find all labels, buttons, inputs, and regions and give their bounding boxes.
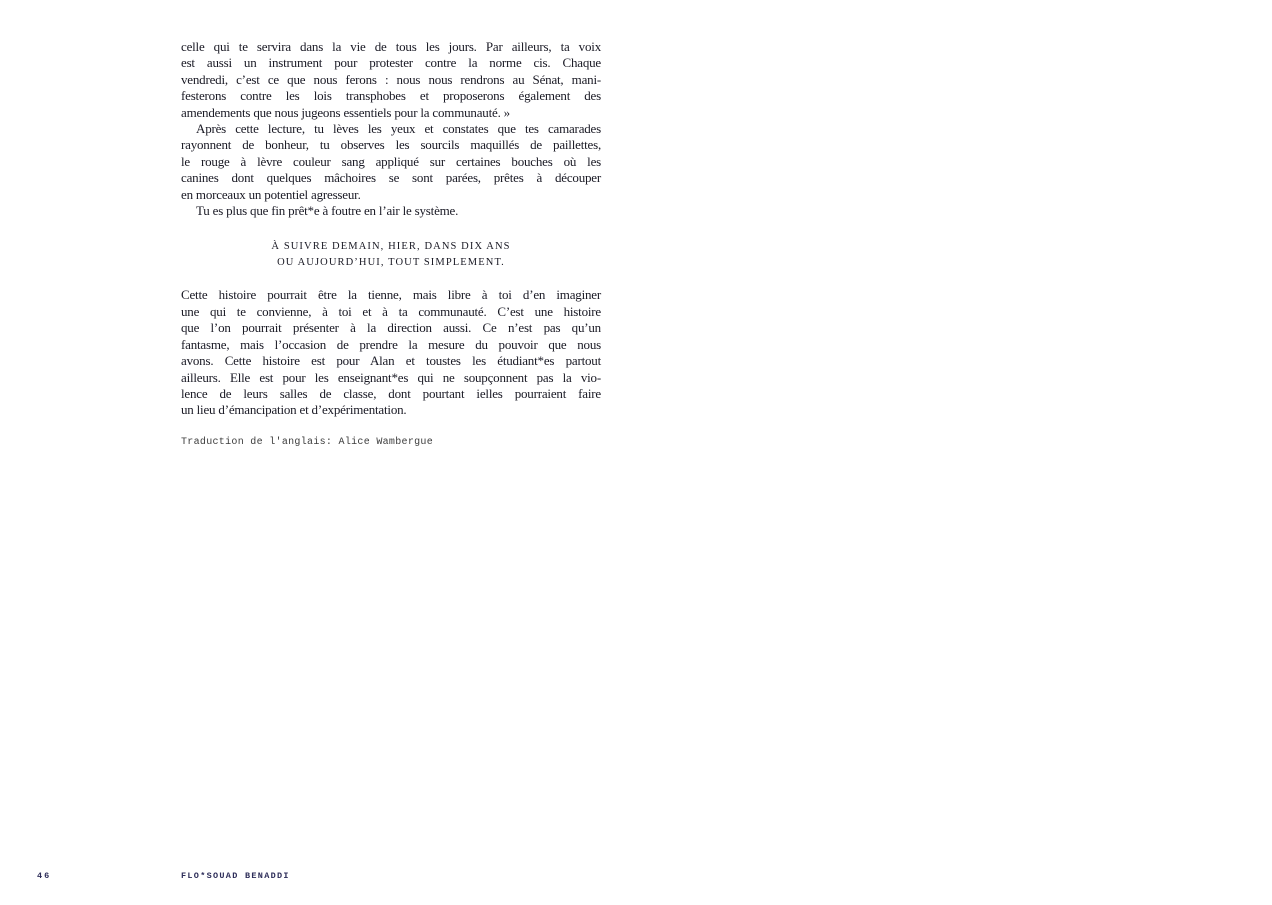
paragraph	[181, 287, 601, 418]
text-line: rayonnent de bonheur, tu observes les sourcils maquillés de paillettes,	[181, 137, 601, 153]
text-line: OU AUJOURD’HUI, TOUT SIMPLEMENT.	[277, 257, 505, 269]
paragraph	[181, 39, 601, 121]
text-line: le rouge à lèvre couleur sang appliqué sur certaines bouches où les	[181, 153, 601, 169]
translator-credit: Traduction de l'anglais: Alice Wambergue	[181, 437, 434, 448]
page-number: 46	[37, 871, 52, 881]
text-line: amendements que nous jugeons essentiels pour la communauté. »	[181, 104, 510, 120]
text-line: Après cette lecture, tu lèves les yeux et constates que tes camarades	[196, 121, 601, 137]
text-line: canines dont quelques mâchoires se sont parées, prêtes à découper	[181, 170, 601, 186]
text-line: festerons contre les lois transphobes et proposerons également des	[181, 88, 601, 104]
text-line: un lieu d’émancipation et d’expérimentation.	[181, 402, 407, 418]
text-line: en morceaux un potentiel agresseur.	[181, 186, 361, 202]
text-line: Cette histoire pourrait être la tienne, mais libre à toi d’en imaginer	[181, 287, 601, 303]
text-line: lence de leurs salles de classe, dont pourtant ielles pourraient faire	[181, 385, 601, 401]
text-line: avons. Cette histoire est pour Alan et toustes les étudiant*es partout	[181, 353, 601, 369]
text-line: vendredi, c’est ce que nous ferons : nous nous rendrons au Sénat, mani-	[181, 71, 601, 87]
text-line: celle qui te servira dans la vie de tous les jours. Par ailleurs, ta voix	[181, 39, 601, 54]
text-column	[181, 39, 601, 419]
text-line: ailleurs. Elle est pour les enseignant*es qui ne soupçonnent pas la vio-	[181, 369, 601, 385]
text-line: fantasme, mais l’occasion de prendre la mesure du pouvoir que nous	[181, 336, 601, 352]
text-line: est aussi un instrument pour protester contre la norme cis. Chaque	[181, 55, 601, 71]
paragraph	[181, 203, 601, 219]
paragraph	[181, 121, 601, 203]
text-line: une qui te convienne, à toi et à ta communauté. C’est une histoire	[181, 303, 601, 319]
text-line: Tu es plus que fin prêt*e à foutre en l’air le système.	[196, 203, 459, 219]
text-line: À SUIVRE DEMAIN, HIER, DANS DIX ANS	[271, 241, 511, 253]
author-name: FLO*SOUAD BENADDI	[181, 871, 290, 881]
text-line: que l’on pourrait présenter à la direction aussi. Ce n’est pas qu’un	[181, 320, 601, 336]
section-break-caps	[181, 239, 601, 271]
